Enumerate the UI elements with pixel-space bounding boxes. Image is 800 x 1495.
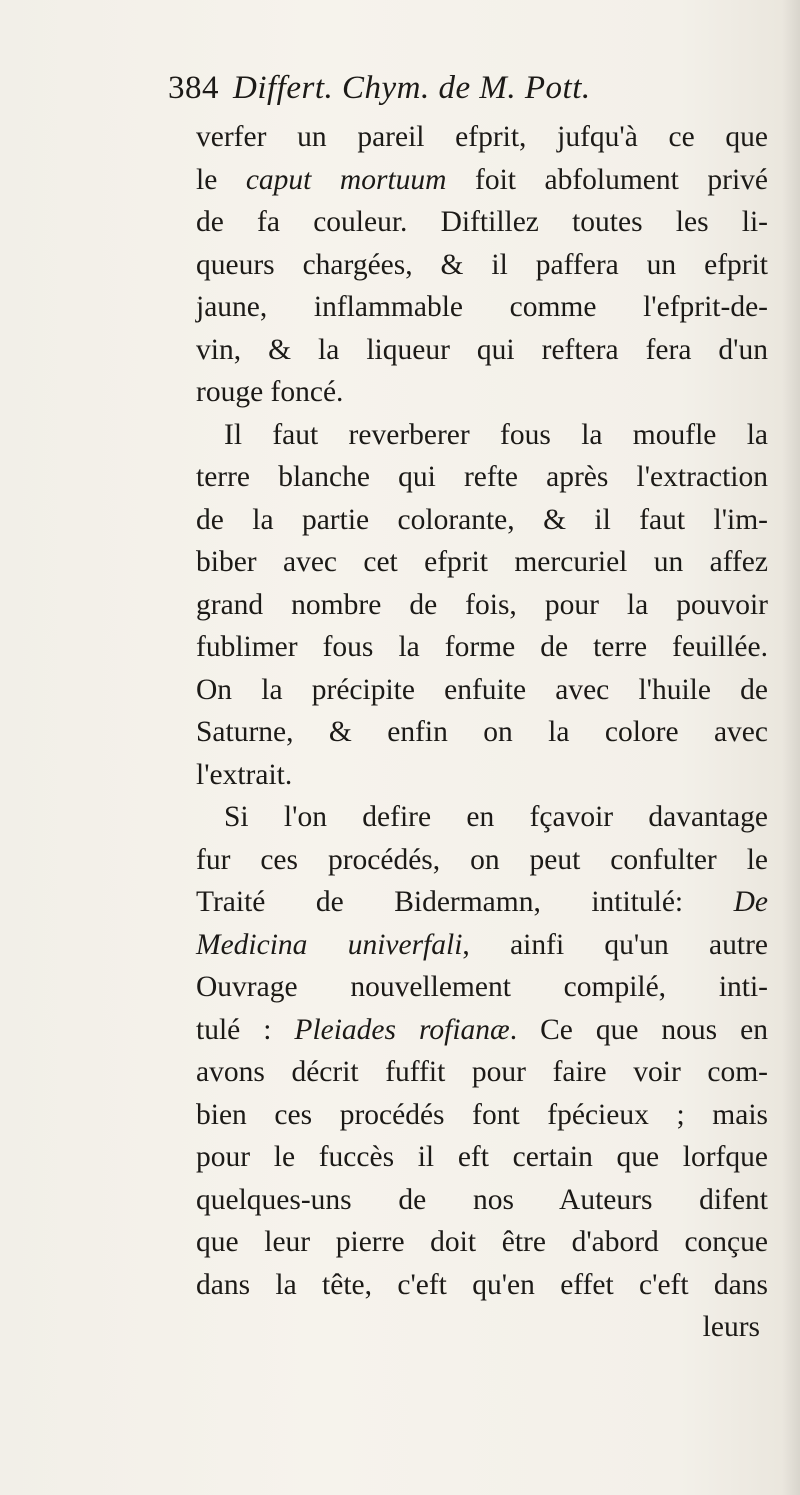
text-line: tulé : Pleiades rofianæ. Ce que nous en (196, 1013, 768, 1046)
text-line: pour le fuccès il eft certain que lorfque (196, 1141, 768, 1173)
text-line: Si l'on defire en fçavoir davantage (224, 801, 768, 833)
text-line: On la précipite enfuite avec l'huile de (196, 673, 768, 706)
text-line: Ouvrage nouvellement compilé, inti- (196, 971, 768, 1003)
text-line: l'extrait. (196, 758, 293, 791)
text-line: que leur pierre doit être d'abord conçue (196, 1226, 768, 1258)
text-line: Il faut reverberer fous la moufle la (224, 418, 768, 451)
text-line: biber avec cet efprit mercuriel un affez (196, 546, 768, 578)
text-line: Medicina univerfali, ainfi qu'un autre (196, 928, 768, 961)
text-line: grand nombre de fois, pour la pouvoir (196, 588, 768, 621)
text-line: terre blanche qui refte après l'extraction (196, 461, 768, 493)
text-line: fublimer fous la forme de terre feuillée. (196, 631, 768, 663)
text-line: de fa couleur. Diftillez toutes les li- (196, 206, 768, 238)
body-text (196, 116, 768, 1349)
text-line: Saturne, & enfin on la colore avec (196, 716, 768, 748)
page-edge-shadow (782, 0, 800, 1495)
text-line: rouge foncé. (196, 376, 344, 408)
text-line: le caput mortuum foit abfolument privé (196, 163, 768, 196)
text-line: de la partie colorante, & il faut l'im- (196, 503, 768, 536)
text-line: avons décrit fuffit pour faire voir com- (196, 1056, 768, 1088)
text-line: verfer un pareil efprit, jufqu'à ce que (196, 121, 768, 153)
text-line: bien ces procédés font fpécieux ; mais (196, 1098, 768, 1131)
text-line: jaune, inflammable comme l'efprit-de- (196, 291, 768, 323)
page-number: 384 (168, 70, 219, 106)
page-header (168, 70, 728, 116)
text-line: fur ces procédés, on peut confulter le (196, 843, 768, 876)
text-line: dans la tête, c'eft qu'en effet c'eft dans (196, 1268, 768, 1301)
text-line: vin, & la liqueur qui reftera fera d'un (196, 333, 768, 366)
catchword: leurs (702, 1311, 760, 1343)
text-line: quelques-uns de nos Auteurs difent (196, 1183, 768, 1216)
running-title: Differt. Chym. de M. Pott. (233, 70, 591, 106)
text-line: Traité de Bidermamn, intitulé: De (196, 886, 768, 918)
text-line: queurs chargées, & il paffera un efprit (196, 248, 768, 281)
